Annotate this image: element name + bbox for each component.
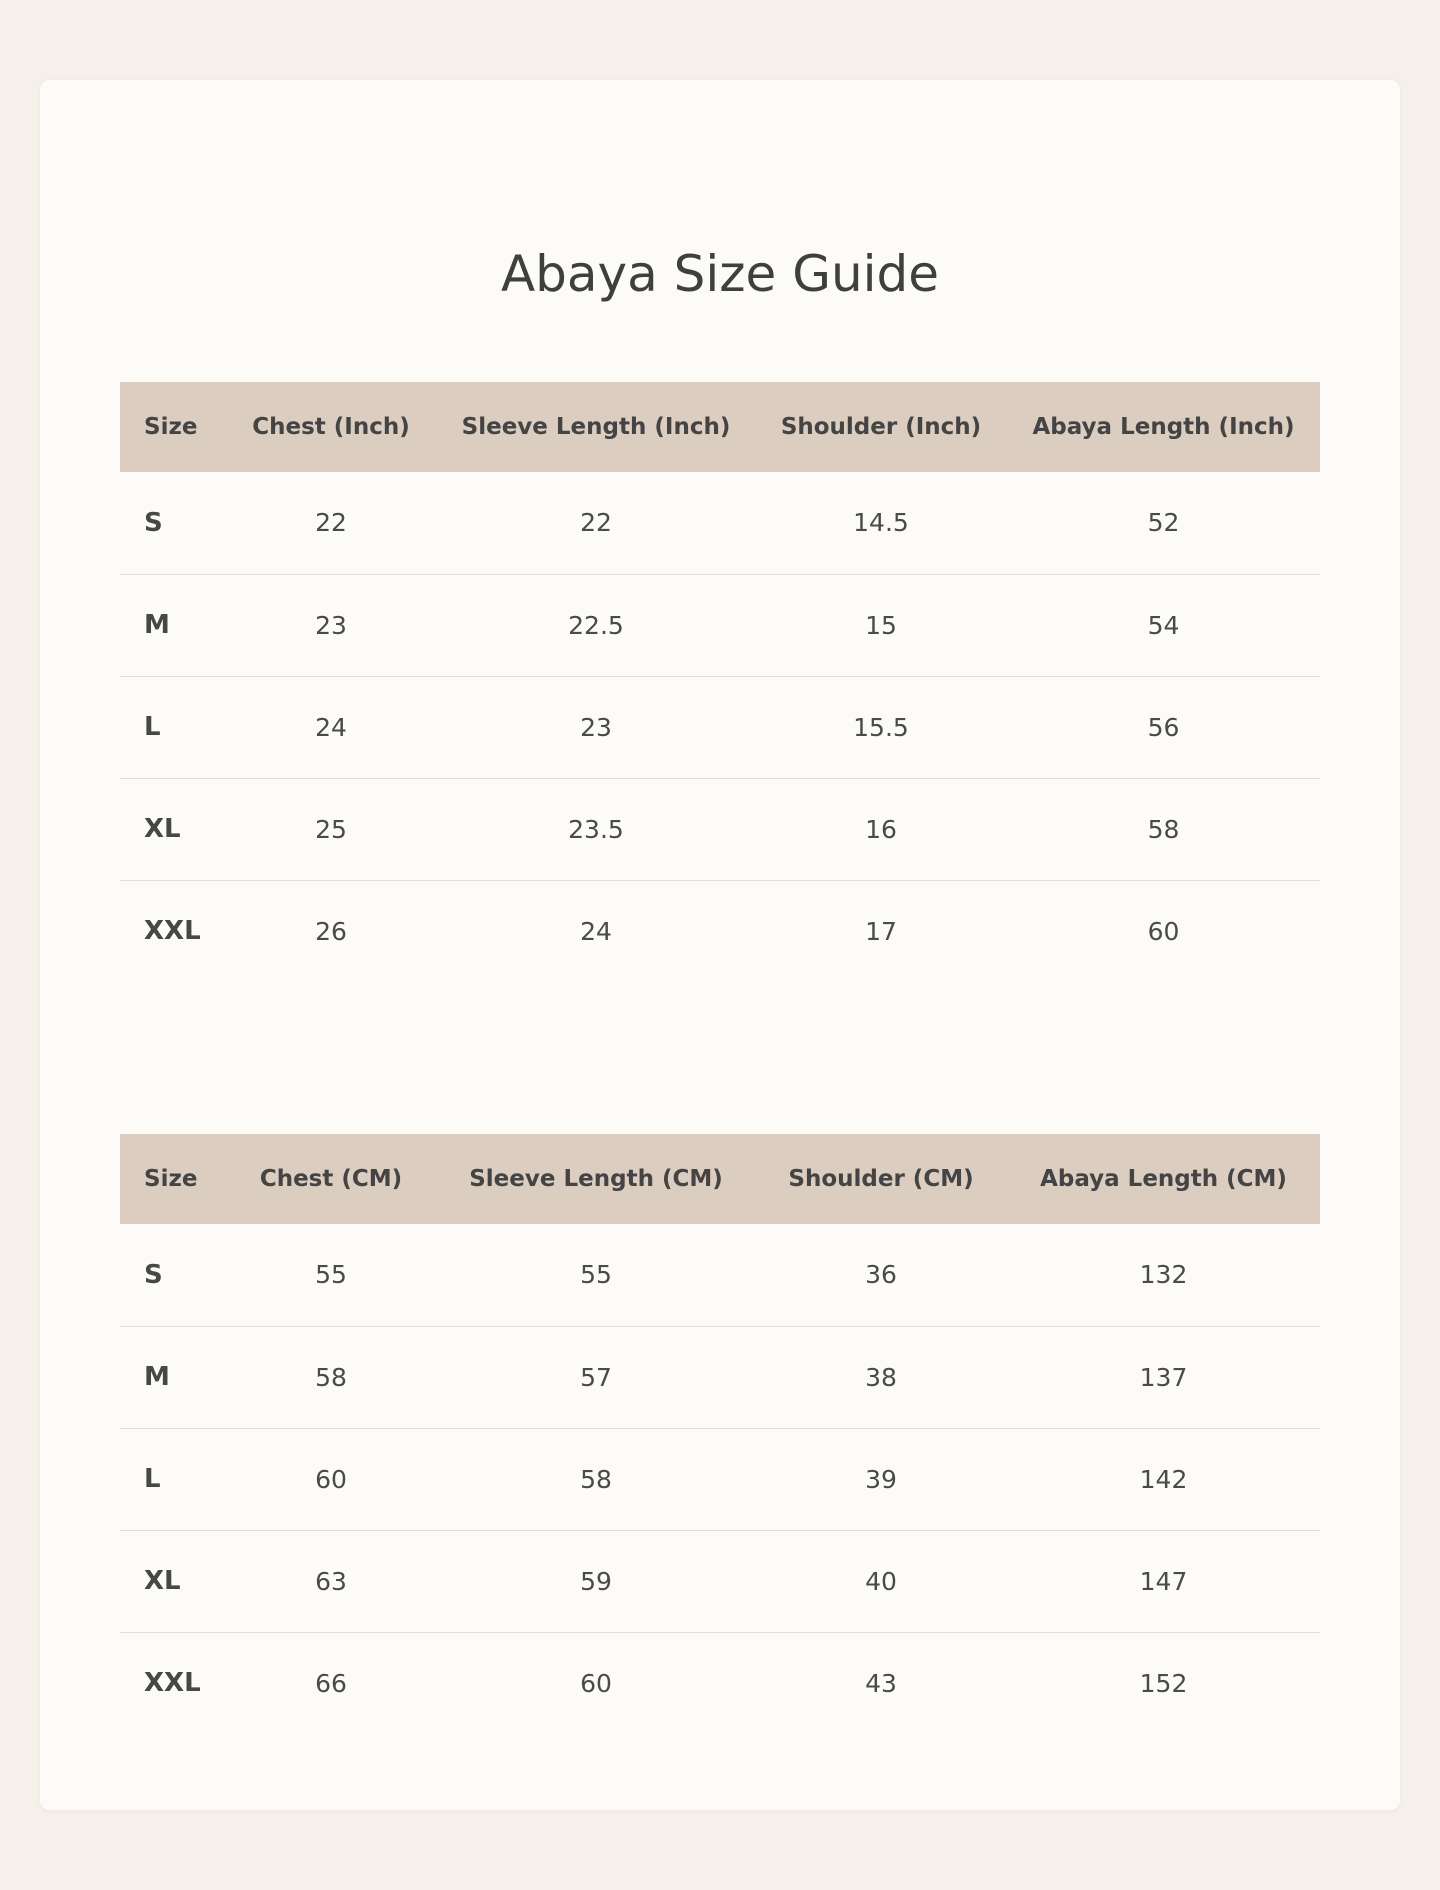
table-header-row — [120, 1134, 1320, 1224]
table-row — [120, 880, 1320, 982]
table-row — [120, 1428, 1320, 1530]
chest-cell: 24 — [315, 712, 347, 742]
sleeve-length-cell: 22.5 — [568, 610, 624, 640]
centimeters-size-table — [120, 1134, 1320, 1734]
shoulder-cell: 15.5 — [853, 712, 909, 742]
abaya-length-cell: 137 — [1139, 1362, 1188, 1392]
sleeve-length-cell: 57 — [580, 1362, 612, 1392]
centimeters-section-title: Measurements in Centimeters — [499, 1143, 941, 1173]
table-header-row — [120, 382, 1320, 472]
table-row — [120, 1326, 1320, 1428]
chest-cell: 55 — [315, 1260, 347, 1290]
abaya-length-cell: 60 — [1147, 916, 1180, 946]
chest-cell: 22 — [315, 508, 347, 538]
header-shoulder: Shoulder (Inch) — [780, 414, 982, 440]
header-chest: Chest (Inch) — [252, 414, 410, 440]
size-cell: S — [144, 1259, 163, 1290]
abaya-length-cell: 52 — [1147, 508, 1180, 538]
shoulder-cell: 43 — [865, 1668, 897, 1698]
table-row — [120, 1632, 1320, 1734]
table-row — [120, 1224, 1320, 1326]
size-cell: L — [144, 1464, 161, 1494]
sleeve-length-cell: 23 — [580, 712, 612, 742]
size-cell: S — [144, 507, 163, 538]
chest-cell: 60 — [315, 1464, 347, 1494]
header-abaya-length: Abaya Length (Inch) — [1032, 414, 1295, 440]
header-abaya-length: Abaya Length (CM) — [1040, 1166, 1287, 1192]
shoulder-cell: 36 — [865, 1260, 897, 1290]
header-chest: Chest (CM) — [259, 1166, 403, 1192]
sleeve-length-cell: 24 — [580, 916, 612, 946]
abaya-length-cell: 142 — [1139, 1464, 1188, 1494]
chest-cell: 58 — [315, 1362, 347, 1392]
size-cell: XXL — [144, 1668, 201, 1699]
inches-size-table — [120, 382, 1320, 982]
table-row — [120, 1530, 1320, 1632]
table-row — [120, 778, 1320, 880]
header-size: Size — [144, 1166, 198, 1192]
header-shoulder: Shoulder (CM) — [788, 1166, 974, 1192]
chest-cell: 26 — [315, 916, 347, 946]
size-cell: M — [144, 1362, 170, 1392]
size-cell: M — [144, 610, 170, 640]
sleeve-length-cell: 58 — [580, 1464, 612, 1494]
shoulder-cell: 16 — [865, 814, 897, 844]
page-title: Abaya Size Guide — [500, 245, 940, 303]
sleeve-length-cell: 22 — [580, 508, 612, 538]
chest-cell: 66 — [315, 1668, 347, 1698]
shoulder-cell: 14.5 — [853, 508, 909, 538]
size-cell: XXL — [144, 916, 201, 947]
shoulder-cell: 15 — [865, 610, 897, 640]
size-cell: XL — [144, 814, 181, 844]
shoulder-cell: 17 — [865, 916, 897, 946]
header-sleeve-length: Sleeve Length (CM) — [469, 1166, 723, 1192]
header-sleeve-length: Sleeve Length (Inch) — [461, 414, 731, 440]
abaya-length-cell: 152 — [1139, 1668, 1188, 1698]
chest-cell: 23 — [315, 610, 347, 640]
table-row — [120, 676, 1320, 778]
abaya-length-cell: 58 — [1147, 814, 1180, 844]
sleeve-length-cell: 60 — [580, 1668, 612, 1698]
abaya-length-cell: 56 — [1147, 712, 1180, 742]
table-row — [120, 472, 1320, 574]
sleeve-length-cell: 59 — [580, 1566, 612, 1596]
size-cell: L — [144, 712, 161, 742]
chest-cell: 63 — [315, 1566, 347, 1596]
sleeve-length-cell: 55 — [580, 1260, 612, 1290]
abaya-length-cell: 132 — [1139, 1260, 1188, 1290]
size-guide-card — [40, 80, 1400, 1810]
table-row — [120, 574, 1320, 676]
shoulder-cell: 39 — [865, 1464, 897, 1494]
header-size: Size — [144, 414, 198, 440]
abaya-length-cell: 147 — [1139, 1566, 1188, 1596]
sleeve-length-cell: 23.5 — [568, 814, 624, 844]
shoulder-cell: 40 — [865, 1566, 897, 1596]
abaya-length-cell: 54 — [1147, 610, 1180, 640]
chest-cell: 25 — [315, 814, 347, 844]
inches-section-title: Measurements in Inches — [541, 391, 899, 421]
shoulder-cell: 38 — [865, 1362, 897, 1392]
size-cell: XL — [144, 1566, 181, 1596]
